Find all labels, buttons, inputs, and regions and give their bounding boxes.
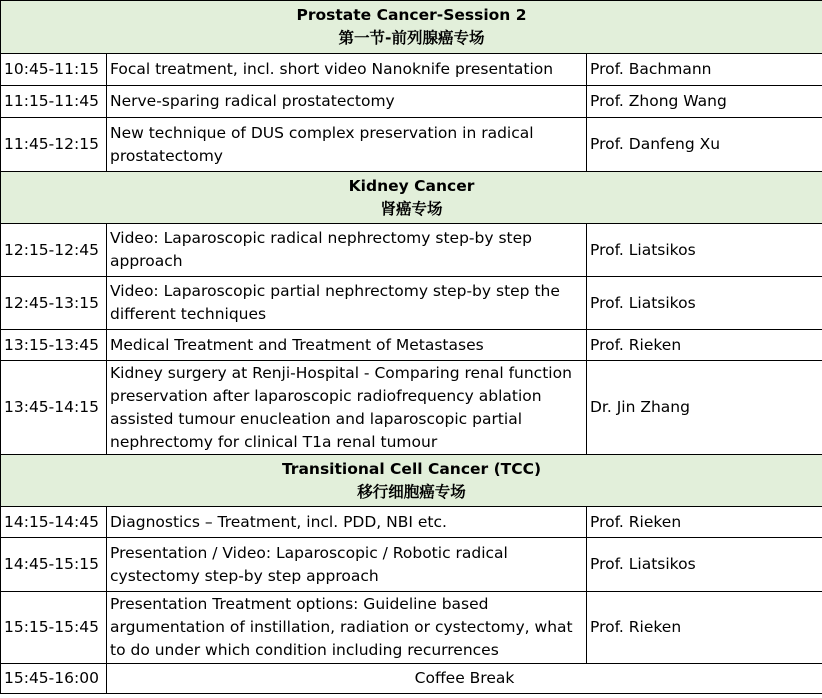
- time-cell: 15:45-16:00: [1, 664, 107, 694]
- section-header-cell: [1, 455, 822, 507]
- section-header-cell: [1, 1, 822, 54]
- table-row: [1, 538, 822, 592]
- speaker-cell: Prof. Liatsikos: [587, 277, 822, 330]
- section-title: Prostate Cancer-Session 2: [296, 6, 527, 24]
- speaker-cell: Prof. Rieken: [587, 592, 822, 664]
- time-cell: 11:15-11:45: [1, 86, 107, 118]
- time-cell: 11:45-12:15: [1, 118, 107, 172]
- time-cell: 13:45-14:15: [1, 361, 107, 455]
- speaker-cell: Prof. Bachmann: [587, 54, 822, 86]
- topic-cell: Video: Laparoscopic partial nephrectomy step-by step the different techniques: [107, 277, 587, 330]
- table-row: [1, 224, 822, 277]
- speaker-cell: Prof. Liatsikos: [587, 538, 822, 592]
- topic-cell: Presentation / Video: Laparoscopic / Robotic radical cystectomy step-by step approach: [107, 538, 587, 592]
- break-label: Coffee Break: [107, 664, 822, 694]
- speaker-cell: Prof. Liatsikos: [587, 224, 822, 277]
- table-row: [1, 592, 822, 664]
- section-title: Transitional Cell Cancer (TCC): [281, 459, 542, 478]
- speaker-cell: Dr. Jin Zhang: [587, 361, 822, 455]
- speaker-cell: Prof. Rieken: [587, 330, 822, 361]
- topic-cell: Presentation Treatment options: Guideline based argumentation of instillation, radiation or cystectomy, what to do under which condition including recurrences: [107, 592, 587, 664]
- table-row: [1, 118, 822, 172]
- table-row: [1, 330, 822, 361]
- table-row: [1, 507, 822, 538]
- table-row: [1, 86, 822, 118]
- time-cell: 14:15-14:45: [1, 507, 107, 538]
- time-cell: 12:15-12:45: [1, 224, 107, 277]
- section-header-cell: [1, 172, 822, 224]
- section-header-tcc: [1, 455, 822, 507]
- section-subtitle: 移行细胞癌专场: [357, 482, 466, 501]
- time-cell: 10:45-11:15: [1, 54, 107, 86]
- table-row: [1, 54, 822, 86]
- topic-cell: Diagnostics – Treatment, incl. PDD, NBI etc.: [107, 507, 587, 538]
- table-row: [1, 361, 822, 455]
- topic-cell: Nerve-sparing radical prostatectomy: [107, 86, 587, 118]
- break-row: [1, 664, 822, 694]
- section-subtitle: 肾癌专场: [380, 199, 443, 218]
- topic-cell: New technique of DUS complex preservation in radical prostatectomy: [107, 118, 587, 172]
- topic-cell: Medical Treatment and Treatment of Metastases: [107, 330, 587, 361]
- speaker-cell: Prof. Zhong Wang: [587, 86, 822, 118]
- speaker-cell: Prof. Rieken: [587, 507, 822, 538]
- topic-cell: Video: Laparoscopic radical nephrectomy step-by step approach: [107, 224, 587, 277]
- section-title: Kidney Cancer: [348, 176, 475, 195]
- topic-cell: Kidney surgery at Renji-Hospital - Comparing renal function preservation after laparoscopic radiofrequency ablation assisted tumour enucleation and laparoscopic partial nephrectomy for clinical T1a renal tumour: [107, 361, 587, 455]
- table-row: [1, 277, 822, 330]
- time-cell: 12:45-13:15: [1, 277, 107, 330]
- section-header-prostate: [1, 1, 822, 54]
- time-cell: 14:45-15:15: [1, 538, 107, 592]
- time-cell: 13:15-13:45: [1, 330, 107, 361]
- topic-cell: Focal treatment, incl. short video Nanoknife presentation: [107, 54, 587, 86]
- section-subtitle: 第一节-前列腺癌专场: [338, 29, 485, 47]
- time-cell: 15:15-15:45: [1, 592, 107, 664]
- section-header-kidney: [1, 172, 822, 224]
- speaker-cell: Prof. Danfeng Xu: [587, 118, 822, 172]
